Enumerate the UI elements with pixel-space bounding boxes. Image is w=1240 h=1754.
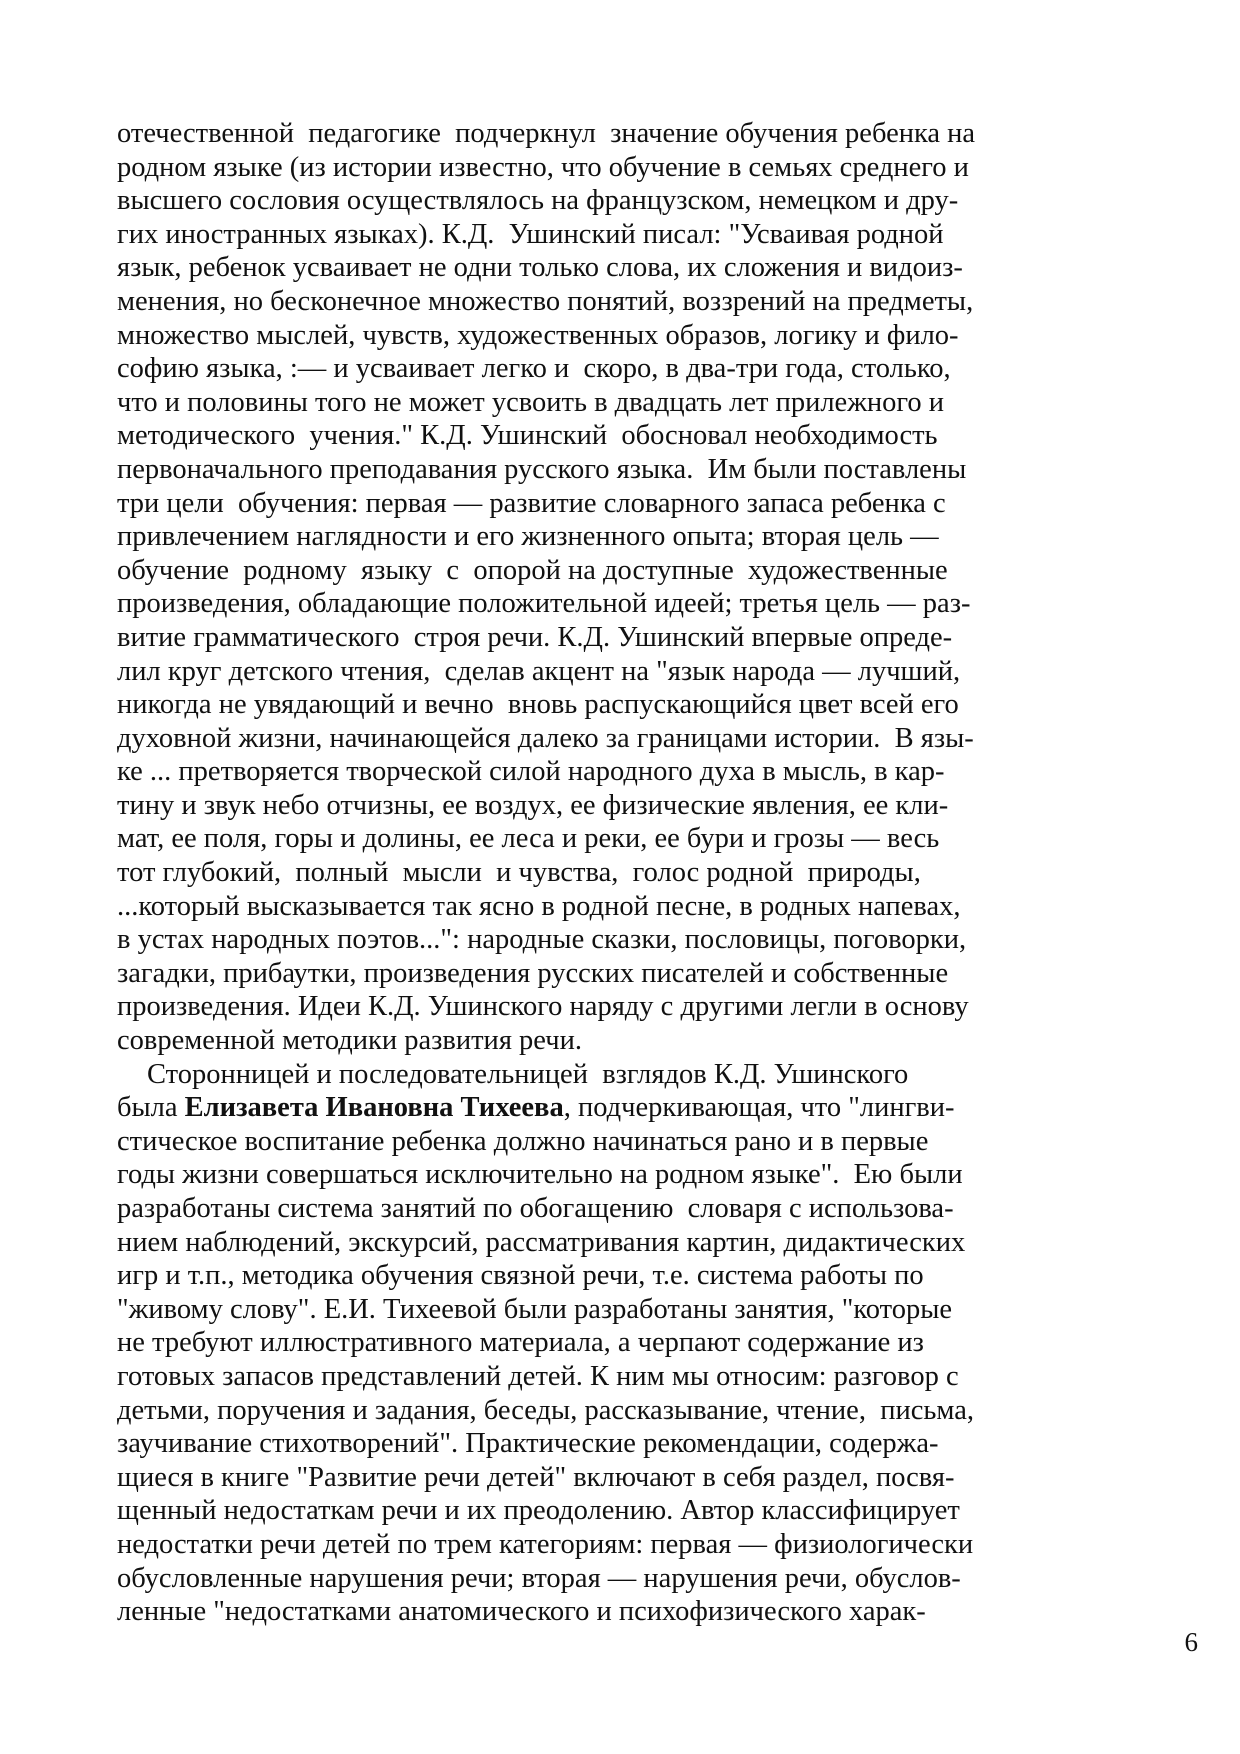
text-line: никогда не увядающий и вечно вновь распускающийся цвет всей его: [117, 689, 959, 721]
text-line: стическое воспитание ребенка должно начинаться рано и в первые: [117, 1125, 929, 1157]
text-line: недостатки речи детей по трем категориям: первая — физиологически: [117, 1528, 974, 1560]
text-line: обусловленные нарушения речи; вторая — нарушения речи, обуслов-: [117, 1562, 961, 1594]
text-line: загадки, прибаутки, произведения русских писателей и собственные: [117, 957, 949, 989]
text-line: первоначального преподавания русского языка. Им были поставлены: [117, 453, 967, 485]
text-line: заучивание стихотворений". Практические рекомендации, содержа-: [117, 1428, 939, 1460]
text-line: нием наблюдений, экскурсий, рассматривания картин, дидактических: [117, 1226, 966, 1258]
text-line: щенный недостаткам речи и их преодолению. Автор классифицирует: [117, 1495, 960, 1527]
text-line: софию языка, :— и усваивает легко и скоро, в два-три года, столько,: [117, 353, 951, 385]
text-line: современной методики развития речи.: [117, 1025, 582, 1057]
text-line: Сторонницей и последовательницей взглядов К.Д. Ушинского: [147, 1058, 909, 1090]
text-line: щиеся в книге "Развитие речи детей" включают в себя раздел, посвя-: [117, 1461, 955, 1493]
text-line: витие грамматического строя речи. К.Д. Ушинский впервые опреде-: [117, 621, 953, 653]
text-line: лил круг детского чтения, сделав акцент на "язык народа — лучший,: [117, 655, 961, 687]
text-line: детьми, поручения и задания, беседы, рассказывание, чтение, письма,: [117, 1394, 974, 1426]
text-line: [117, 1091, 1127, 1125]
paragraph-2: [117, 1058, 1127, 1629]
text-line: тину и звук небо отчизны, ее воздух, ее физические явления, ее кли-: [117, 789, 949, 821]
text-line: менения, но бесконечное множество понятий, воззрений на предметы,: [117, 285, 974, 317]
text-line: произведения. Идеи К.Д. Ушинского наряду с другими легли в основу: [117, 991, 969, 1023]
text-line: родном языке (из истории известно, что обучение в семьях среднего и: [117, 151, 969, 183]
text-line: множество мыслей, чувств, художественных образов, логику и фило-: [117, 319, 959, 351]
text-fragment: была: [117, 1092, 185, 1124]
body-text: [117, 117, 1127, 1629]
page-number: 6: [1184, 1627, 1198, 1657]
text-line: произведения, обладающие положительной идеей; третья цель — раз-: [117, 588, 971, 620]
person-name: Елизавета Ивановна Тихеева: [184, 1092, 564, 1124]
text-line: годы жизни совершаться исключительно на родном языке". Ею были: [117, 1159, 963, 1191]
text-line: ке ... претворяется творческой силой народного духа в мысль, в кар-: [117, 756, 945, 788]
text-line: что и половины того не может усвоить в двадцать лет прилежного и: [117, 386, 945, 418]
text-line: разработаны система занятий по обогащению словаря с использова-: [117, 1193, 954, 1224]
text-line: духовной жизни, начинающейся далеко за границами истории. В язы-: [117, 722, 974, 754]
text-line: в устах народных поэтов...": народные сказки, пословицы, поговорки,: [117, 924, 967, 956]
text-line: обучение родному языку с опорой на доступные художественные: [117, 554, 948, 586]
paragraph-1: [117, 117, 1127, 1058]
text-fragment: , подчеркивающая, что "лингви-: [563, 1092, 955, 1124]
text-line: ленные "недостатками анатомического и психофизического харак-: [117, 1596, 926, 1628]
text-line: тот глубокий, полный мысли и чувства, голос родной природы,: [117, 857, 921, 889]
text-line: методического учения." К.Д. Ушинский обосновал необходимость: [117, 420, 938, 452]
text-line: отечественной педагогике подчеркнул значение обучения ребенка на: [117, 118, 976, 149]
text-line: игр и т.п., методика обучения связной речи, т.е. система работы по: [117, 1260, 924, 1292]
text-line: ...который высказывается так ясно в родной песне, в родных напевах,: [117, 890, 961, 922]
text-line: "живому слову". Е.И. Тихеевой были разработаны занятия, "которые: [117, 1293, 953, 1325]
text-line: привлечением наглядности и его жизненного опыта; вторая цель —: [117, 521, 939, 553]
text-line: не требуют иллюстративного материала, а черпают содержание из: [117, 1327, 924, 1359]
text-line: гих иностранных языках). К.Д. Ушинский писал: "Усваивая родной: [117, 218, 944, 250]
text-line: мат, ее поля, горы и долины, ее леса и реки, ее бури и грозы — весь: [117, 823, 940, 855]
text-line: высшего сословия осуществлялось на французском, немецком и дру-: [117, 185, 959, 217]
text-line: язык, ребенок усваивает не одни только слова, их сложения и видоиз-: [117, 252, 963, 284]
text-line: три цели обучения: первая — развитие словарного запаса ребенка с: [117, 487, 946, 519]
text-line: готовых запасов представлений детей. К ним мы относим: разговор с: [117, 1360, 959, 1392]
